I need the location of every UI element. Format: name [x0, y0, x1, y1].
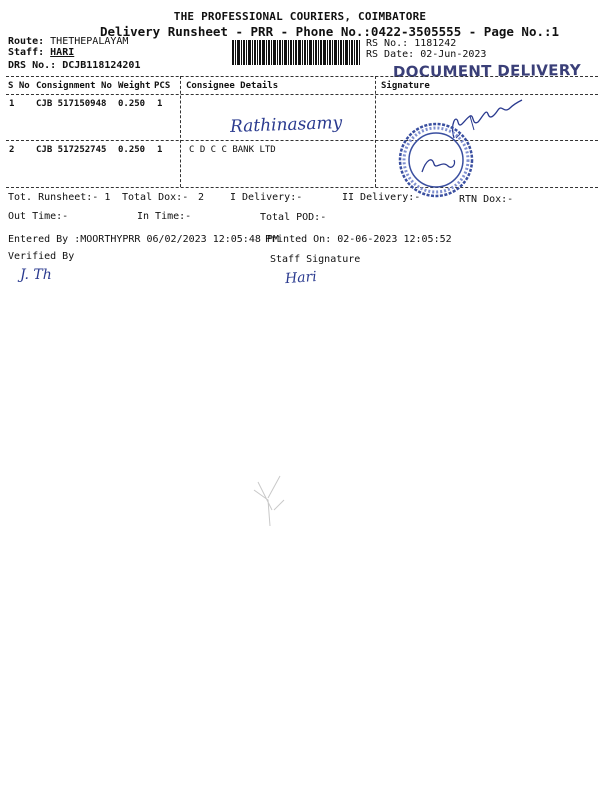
- drs-value: DCJB118124201: [62, 60, 141, 71]
- round-seal-stamp: [396, 120, 476, 200]
- row-consignment: CJB 517252745: [36, 145, 107, 155]
- row-pcs: 1: [157, 145, 163, 155]
- verified-by-label: Verified By: [8, 251, 75, 262]
- row-pcs: 1: [157, 99, 163, 109]
- rs-date-value: 02-Jun-2023: [420, 49, 487, 60]
- staff-signature-label: Staff Signature: [270, 254, 361, 265]
- drs-row: [8, 60, 140, 71]
- drs-label: DRS No.:: [8, 60, 57, 71]
- staff-signature-handwritten: Hari: [284, 268, 318, 288]
- out-time: Out Time:-: [8, 211, 69, 222]
- in-time: In Time:-: [137, 211, 192, 222]
- row-consignee: C D C C BANK LTD: [189, 145, 276, 155]
- total-dox-value: 2: [198, 192, 205, 203]
- row-consignment: CJB 517150948: [36, 99, 107, 109]
- row-sno: 2: [9, 145, 15, 155]
- route-label: Route:: [8, 36, 45, 47]
- runsheet-subtitle: Delivery Runsheet - PRR - Phone No.:0422-3505555 - Page No.:1: [100, 24, 560, 39]
- table-col-divider-2: [375, 76, 376, 187]
- row-sno: 1: [9, 99, 15, 109]
- rs-no-row: [366, 38, 456, 49]
- staff-label: Staff:: [8, 47, 45, 58]
- col-header-consignee: Consignee Details: [186, 81, 279, 91]
- scan-artifact-scribble: [250, 470, 290, 530]
- total-dox-label: Total Dox:-: [122, 192, 189, 203]
- route-row: [8, 36, 128, 47]
- total-runsheet: Tot. Runsheet:- 1: [8, 192, 111, 203]
- table-top-rule: [6, 76, 598, 77]
- col-header-weight: Weight: [118, 81, 151, 91]
- verified-by-signature: J. Th: [20, 267, 52, 283]
- table-bottom-rule: [6, 187, 598, 188]
- rtn-dox: RTN Dox:-: [459, 194, 514, 205]
- i-delivery: I Delivery:-: [230, 192, 303, 203]
- rs-date-label: RS Date:: [366, 49, 415, 60]
- col-header-signature: Signature: [381, 81, 430, 91]
- entered-by: Entered By :MOORTHYPRR 06/02/2023 12:05:48 PM: [8, 234, 279, 245]
- rs-no-label: RS No.:: [366, 38, 409, 49]
- col-header-consignment: Consignment No: [36, 81, 112, 91]
- row-weight: 0.250: [118, 145, 146, 155]
- route-value: THETHEPALAYAM: [50, 36, 129, 47]
- company-title: THE PROFESSIONAL COURIERS, COIMBATORE: [173, 10, 427, 23]
- ii-delivery: II Delivery:-: [342, 192, 421, 203]
- row-weight: 0.250: [118, 99, 146, 109]
- col-header-pcs: PCS: [154, 81, 171, 91]
- rs-no-value: 1181242: [414, 38, 457, 49]
- col-header-sno: S No: [8, 81, 30, 91]
- handwritten-receiver-name: Rathinasamy: [229, 113, 343, 137]
- staff-row: [8, 47, 74, 58]
- printed-on: Printed On: 02-06-2023 12:05:52: [265, 234, 452, 245]
- document-delivery-stamp: DOCUMENT DELIVERY: [392, 61, 582, 81]
- table-col-divider-1: [180, 76, 181, 187]
- total-pod: Total POD:-: [260, 212, 327, 223]
- staff-value: HARI: [50, 47, 75, 58]
- barcode-image: [232, 40, 360, 65]
- rs-date-row: [366, 49, 486, 60]
